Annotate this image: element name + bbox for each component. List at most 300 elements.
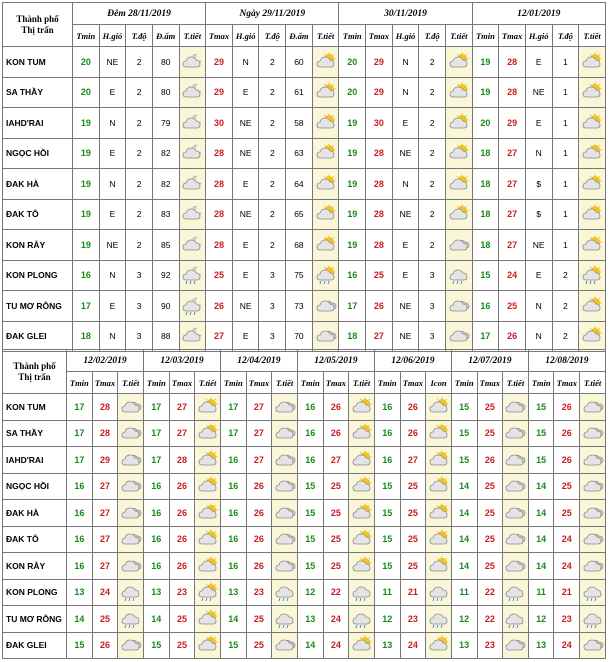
weather-cell bbox=[179, 291, 206, 322]
cell-value: 30 bbox=[366, 108, 393, 139]
cell-value: 27 bbox=[499, 230, 526, 261]
tmin-value: 16 bbox=[220, 473, 246, 500]
tmin-value: 14 bbox=[451, 553, 477, 580]
cell-value: 18 bbox=[472, 138, 499, 169]
cell-value: $ bbox=[525, 199, 552, 230]
tmin-value: 14 bbox=[528, 553, 554, 580]
table-row bbox=[3, 606, 606, 633]
tmin-value: 14 bbox=[297, 632, 323, 659]
rain-icon bbox=[582, 582, 604, 602]
cell-value: 16 bbox=[472, 291, 499, 322]
tmin-value: 15 bbox=[451, 394, 477, 421]
cloudy-icon bbox=[120, 529, 142, 549]
cell-value: 68 bbox=[286, 230, 313, 261]
cell-value: N bbox=[525, 138, 552, 169]
weather-cell bbox=[445, 108, 472, 139]
tmin-value: 17 bbox=[143, 447, 169, 474]
partly-cloudy-night-icon bbox=[181, 204, 203, 224]
tmax-value: 27 bbox=[92, 500, 118, 527]
tmin-value: 13 bbox=[67, 579, 93, 606]
weather-cell bbox=[195, 526, 221, 553]
cell-value: 29 bbox=[366, 77, 393, 108]
cloudy-icon bbox=[582, 529, 604, 549]
cell-value: 17 bbox=[472, 321, 499, 352]
partly-sunny-icon bbox=[428, 423, 450, 443]
cell-value: 20 bbox=[73, 47, 100, 78]
cell-value: 19 bbox=[472, 47, 499, 78]
cloudy-icon bbox=[582, 397, 604, 417]
cell-value: E bbox=[99, 77, 126, 108]
tmax-value: 23 bbox=[246, 579, 272, 606]
city-name: NGỌC HỒI bbox=[3, 473, 67, 500]
tmax-value: 26 bbox=[554, 447, 580, 474]
weather-cell bbox=[118, 632, 144, 659]
city-name: TU MƠ RÔNG bbox=[3, 606, 67, 633]
weather-cell bbox=[426, 606, 452, 633]
column-header: Tmin bbox=[143, 372, 169, 394]
tmax-value: 27 bbox=[169, 394, 195, 421]
tmax-value: 25 bbox=[246, 606, 272, 633]
partly-sunny-icon bbox=[197, 450, 219, 470]
column-header: Icon bbox=[426, 372, 452, 394]
cell-value: 2 bbox=[259, 47, 286, 78]
cloudy-icon bbox=[120, 503, 142, 523]
table-row bbox=[3, 553, 606, 580]
tmin-value: 16 bbox=[220, 526, 246, 553]
cell-value: NE bbox=[232, 138, 259, 169]
cell-value: 19 bbox=[73, 138, 100, 169]
tmin-value: 17 bbox=[67, 420, 93, 447]
partly-sunny-icon bbox=[351, 476, 373, 496]
cell-value: 85 bbox=[152, 230, 179, 261]
tmax-value: 24 bbox=[554, 526, 580, 553]
header-row-columns bbox=[3, 25, 606, 47]
tmax-value: 25 bbox=[92, 606, 118, 633]
cell-value: N bbox=[392, 169, 419, 200]
cell-value: E bbox=[525, 260, 552, 291]
cell-value: 3 bbox=[126, 260, 153, 291]
weather-cell bbox=[312, 138, 339, 169]
cell-value: 19 bbox=[73, 108, 100, 139]
city-name: KON RẪY bbox=[3, 230, 73, 261]
tmax-value: 25 bbox=[477, 500, 503, 527]
tmin-value: 14 bbox=[528, 526, 554, 553]
tmin-value: 16 bbox=[220, 447, 246, 474]
weather-cell bbox=[445, 47, 472, 78]
cloudy-icon bbox=[315, 296, 337, 316]
weather-cell bbox=[312, 199, 339, 230]
cell-value: 2 bbox=[259, 108, 286, 139]
weather-cell bbox=[579, 108, 606, 139]
rain-icon bbox=[582, 609, 604, 629]
cell-value: 1 bbox=[552, 138, 579, 169]
cell-value: 30 bbox=[206, 108, 233, 139]
cell-value: 2 bbox=[259, 77, 286, 108]
weather-cell bbox=[118, 579, 144, 606]
tmax-value: 28 bbox=[92, 394, 118, 421]
column-header: Tmax bbox=[400, 372, 426, 394]
weather-cell bbox=[579, 260, 606, 291]
tmin-value: 15 bbox=[451, 447, 477, 474]
tmin-value: 13 bbox=[297, 606, 323, 633]
weather-cell bbox=[349, 500, 375, 527]
tmin-value: 15 bbox=[374, 553, 400, 580]
cloudy-icon bbox=[274, 529, 296, 549]
cell-value: 20 bbox=[472, 108, 499, 139]
tmin-value: 15 bbox=[297, 500, 323, 527]
tmin-value: 15 bbox=[297, 553, 323, 580]
partly-sunny-icon bbox=[428, 556, 450, 576]
cloudy-icon bbox=[120, 556, 142, 576]
partly-cloudy-night-icon bbox=[181, 174, 203, 194]
weather-cell bbox=[195, 500, 221, 527]
table-row bbox=[3, 500, 606, 527]
table-row bbox=[3, 473, 606, 500]
cell-value: 3 bbox=[259, 321, 286, 352]
partly-sunny-icon bbox=[197, 609, 219, 629]
weather-cell bbox=[179, 77, 206, 108]
cell-value: 3 bbox=[419, 260, 446, 291]
weather-cell bbox=[580, 632, 606, 659]
tmin-value: 15 bbox=[374, 500, 400, 527]
column-header: Tmax bbox=[323, 372, 349, 394]
cell-value: 20 bbox=[339, 47, 366, 78]
date-header: 12/04/2019 bbox=[220, 350, 297, 372]
weather-cell bbox=[349, 473, 375, 500]
weather-cell bbox=[503, 526, 529, 553]
tmax-value: 26 bbox=[169, 553, 195, 580]
tmax-value: 25 bbox=[246, 632, 272, 659]
city-name: ĐAK GLEI bbox=[3, 321, 73, 352]
tmax-value: 25 bbox=[554, 473, 580, 500]
tmin-value: 14 bbox=[528, 500, 554, 527]
weather-cell bbox=[195, 579, 221, 606]
tmax-value: 26 bbox=[554, 420, 580, 447]
partly-sunny-icon bbox=[351, 556, 373, 576]
tmin-value: 17 bbox=[220, 394, 246, 421]
partly-sunny-icon bbox=[197, 476, 219, 496]
cell-value: 92 bbox=[152, 260, 179, 291]
weather-cell bbox=[503, 553, 529, 580]
table-row bbox=[3, 420, 606, 447]
rain-icon bbox=[428, 609, 450, 629]
partly-sunny-icon bbox=[315, 235, 337, 255]
weather-cell bbox=[118, 526, 144, 553]
weather-cell bbox=[426, 526, 452, 553]
column-header: H.gió bbox=[99, 25, 126, 47]
tmax-value: 25 bbox=[169, 632, 195, 659]
tmax-value: 26 bbox=[400, 394, 426, 421]
tmin-value: 16 bbox=[143, 473, 169, 500]
weather-cell bbox=[118, 420, 144, 447]
tmin-value: 14 bbox=[451, 526, 477, 553]
cloudy-icon bbox=[504, 556, 526, 576]
weather-cell bbox=[426, 473, 452, 500]
tmax-value: 24 bbox=[323, 606, 349, 633]
city-name: KON RẪY bbox=[3, 553, 67, 580]
column-header: H.gió bbox=[392, 25, 419, 47]
partly-sunny-icon bbox=[351, 450, 373, 470]
tmax-value: 26 bbox=[400, 420, 426, 447]
weather-cell bbox=[272, 473, 298, 500]
column-header: T.độ bbox=[126, 25, 153, 47]
weather-cell bbox=[503, 632, 529, 659]
weather-cell bbox=[503, 500, 529, 527]
partly-sunny-icon bbox=[448, 113, 470, 133]
weather-cell bbox=[312, 230, 339, 261]
weather-cell bbox=[349, 420, 375, 447]
cell-value: N bbox=[99, 321, 126, 352]
tmax-value: 26 bbox=[323, 394, 349, 421]
rain-icon bbox=[428, 582, 450, 602]
tmax-value: 27 bbox=[92, 553, 118, 580]
tmax-value: 25 bbox=[323, 500, 349, 527]
cell-value: 28 bbox=[366, 230, 393, 261]
tmax-value: 22 bbox=[323, 579, 349, 606]
tmin-value: 16 bbox=[374, 394, 400, 421]
cloudy-icon bbox=[504, 397, 526, 417]
table-row bbox=[3, 138, 606, 169]
cell-value: E bbox=[392, 260, 419, 291]
weather-cell bbox=[579, 169, 606, 200]
weather-cell bbox=[580, 553, 606, 580]
tmin-value: 15 bbox=[297, 526, 323, 553]
tmax-value: 26 bbox=[169, 473, 195, 500]
city-header-line2: Thị trấn bbox=[21, 24, 54, 35]
cloudy-icon bbox=[120, 635, 142, 655]
date-header: 12/05/2019 bbox=[297, 350, 374, 372]
cell-value: 28 bbox=[366, 169, 393, 200]
cloudy-icon bbox=[504, 476, 526, 496]
cell-value: 64 bbox=[286, 169, 313, 200]
weather-cell bbox=[445, 230, 472, 261]
partly-cloudy-night-icon bbox=[181, 326, 203, 346]
cell-value: NE bbox=[232, 291, 259, 322]
partly-sunny-icon bbox=[351, 397, 373, 417]
tmax-value: 26 bbox=[246, 500, 272, 527]
cell-value: 29 bbox=[206, 47, 233, 78]
partly-sunny-icon bbox=[197, 556, 219, 576]
tmax-value: 27 bbox=[92, 526, 118, 553]
cell-value: 27 bbox=[366, 321, 393, 352]
cell-value: 19 bbox=[339, 230, 366, 261]
column-header: H.gió bbox=[232, 25, 259, 47]
cell-value: 60 bbox=[286, 47, 313, 78]
weather-cell bbox=[580, 447, 606, 474]
weather-cell bbox=[272, 394, 298, 421]
column-header: Tmin bbox=[472, 25, 499, 47]
tmax-value: 25 bbox=[400, 526, 426, 553]
city-name: SA THẦY bbox=[3, 77, 73, 108]
partly-sunny-icon bbox=[581, 52, 603, 72]
cell-value: 82 bbox=[152, 169, 179, 200]
weather-cell bbox=[349, 606, 375, 633]
column-header: Đ.ẩm bbox=[286, 25, 313, 47]
weather-cell bbox=[312, 169, 339, 200]
tmax-value: 29 bbox=[92, 447, 118, 474]
partly-cloudy-night-icon bbox=[181, 113, 203, 133]
cell-value: 80 bbox=[152, 47, 179, 78]
tmax-value: 24 bbox=[92, 579, 118, 606]
tmin-value: 15 bbox=[374, 473, 400, 500]
weather-cell bbox=[426, 553, 452, 580]
weather-cell bbox=[349, 579, 375, 606]
cell-value: E bbox=[232, 260, 259, 291]
sun-rain-icon bbox=[315, 265, 337, 285]
tmin-value: 16 bbox=[67, 553, 93, 580]
cell-value: 2 bbox=[126, 108, 153, 139]
weather-cell bbox=[349, 394, 375, 421]
weather-cell bbox=[445, 77, 472, 108]
cell-value: N bbox=[99, 260, 126, 291]
cell-value: 2 bbox=[419, 77, 446, 108]
weather-cell bbox=[503, 473, 529, 500]
cell-value: 29 bbox=[206, 77, 233, 108]
tmax-value: 28 bbox=[92, 420, 118, 447]
table-row bbox=[3, 260, 606, 291]
cell-value: 2 bbox=[126, 230, 153, 261]
partly-sunny-icon bbox=[197, 529, 219, 549]
column-header: T.tiết bbox=[272, 372, 298, 394]
cell-value: 2 bbox=[126, 138, 153, 169]
cell-value: 28 bbox=[499, 77, 526, 108]
cell-value: E bbox=[232, 169, 259, 200]
header-row-columns bbox=[3, 372, 606, 394]
tmax-value: 25 bbox=[323, 526, 349, 553]
city-name: TU MƠ RÔNG bbox=[3, 291, 73, 322]
date-header: 12/07/2019 bbox=[451, 350, 528, 372]
tmax-value: 27 bbox=[92, 473, 118, 500]
cloudy-icon bbox=[120, 423, 142, 443]
weather-cell bbox=[195, 473, 221, 500]
tmin-value: 14 bbox=[451, 500, 477, 527]
city-name: ĐAK GLEI bbox=[3, 632, 67, 659]
date-header: 12/01/2019 bbox=[472, 3, 605, 25]
tmax-value: 23 bbox=[477, 632, 503, 659]
cell-value: 88 bbox=[152, 321, 179, 352]
date-header: Ngày 29/11/2019 bbox=[206, 3, 339, 25]
partly-sunny-icon bbox=[448, 82, 470, 102]
city-header bbox=[3, 350, 67, 394]
tmax-value: 25 bbox=[477, 526, 503, 553]
cell-value: 1 bbox=[552, 169, 579, 200]
cloudy-icon bbox=[448, 296, 470, 316]
tmin-value: 15 bbox=[143, 632, 169, 659]
cloudy-icon bbox=[582, 503, 604, 523]
partly-sunny-icon bbox=[448, 204, 470, 224]
cell-value: 2 bbox=[419, 47, 446, 78]
table-row bbox=[3, 47, 606, 78]
cell-value: 2 bbox=[552, 321, 579, 352]
weather-cell bbox=[503, 579, 529, 606]
cell-value: $ bbox=[525, 169, 552, 200]
tmax-value: 26 bbox=[246, 526, 272, 553]
tmax-value: 23 bbox=[400, 606, 426, 633]
cloudy-icon bbox=[274, 423, 296, 443]
cell-value: 19 bbox=[73, 199, 100, 230]
column-header: Tmin bbox=[220, 372, 246, 394]
forecast-table-daily bbox=[2, 2, 606, 352]
tmin-value: 16 bbox=[143, 553, 169, 580]
cell-value: 1 bbox=[552, 47, 579, 78]
rain-icon bbox=[274, 609, 296, 629]
tmin-value: 16 bbox=[220, 553, 246, 580]
tmax-value: 25 bbox=[400, 473, 426, 500]
rain-icon bbox=[504, 582, 526, 602]
cell-value: E bbox=[392, 108, 419, 139]
table-row bbox=[3, 526, 606, 553]
cell-value: 2 bbox=[259, 169, 286, 200]
weather-cell bbox=[179, 108, 206, 139]
partly-sunny-icon bbox=[197, 397, 219, 417]
tmax-value: 26 bbox=[92, 632, 118, 659]
table-row bbox=[3, 230, 606, 261]
partly-cloudy-night-icon bbox=[181, 235, 203, 255]
column-header: T.độ bbox=[552, 25, 579, 47]
partly-sunny-icon bbox=[315, 52, 337, 72]
column-header: T.độ bbox=[259, 25, 286, 47]
tmin-value: 15 bbox=[220, 632, 246, 659]
city-name: ĐAK HÀ bbox=[3, 169, 73, 200]
column-header: Tmax bbox=[92, 372, 118, 394]
cell-value: 73 bbox=[286, 291, 313, 322]
weather-cell bbox=[118, 553, 144, 580]
cell-value: 19 bbox=[472, 77, 499, 108]
tmin-value: 12 bbox=[374, 606, 400, 633]
tmin-value: 17 bbox=[143, 420, 169, 447]
cell-value: 27 bbox=[206, 321, 233, 352]
cloudy-icon bbox=[120, 397, 142, 417]
weather-cell bbox=[503, 606, 529, 633]
column-header: T.tiết bbox=[445, 25, 472, 47]
column-header: T.tiết bbox=[503, 372, 529, 394]
date-header: 12/03/2019 bbox=[143, 350, 220, 372]
cell-value: 28 bbox=[206, 230, 233, 261]
cloudy-icon bbox=[504, 529, 526, 549]
tmin-value: 17 bbox=[143, 394, 169, 421]
partly-sunny-icon bbox=[581, 174, 603, 194]
cloudy-icon bbox=[274, 503, 296, 523]
weather-cell bbox=[503, 447, 529, 474]
cell-value: 28 bbox=[206, 169, 233, 200]
cell-value: 2 bbox=[126, 199, 153, 230]
column-header: Đ.ẩm bbox=[152, 25, 179, 47]
cell-value: 19 bbox=[339, 199, 366, 230]
weather-cell bbox=[179, 230, 206, 261]
cloudy-icon bbox=[274, 556, 296, 576]
column-header: T.tiết bbox=[579, 25, 606, 47]
tmax-value: 27 bbox=[323, 447, 349, 474]
tmax-value: 27 bbox=[246, 420, 272, 447]
cell-value: 3 bbox=[419, 291, 446, 322]
city-name: KON PLONG bbox=[3, 260, 73, 291]
tmax-value: 25 bbox=[477, 420, 503, 447]
tmax-value: 27 bbox=[246, 447, 272, 474]
cell-value: 1 bbox=[552, 199, 579, 230]
partly-sunny-icon bbox=[428, 635, 450, 655]
city-name: IAHD'RAI bbox=[3, 108, 73, 139]
city-name: NGỌC HỒI bbox=[3, 138, 73, 169]
tmin-value: 16 bbox=[374, 420, 400, 447]
tmin-value: 16 bbox=[67, 526, 93, 553]
tmin-value: 14 bbox=[528, 473, 554, 500]
cell-value: 79 bbox=[152, 108, 179, 139]
partly-sunny-icon bbox=[351, 635, 373, 655]
tmax-value: 23 bbox=[554, 606, 580, 633]
tmin-value: 16 bbox=[143, 526, 169, 553]
column-header: Tmax bbox=[499, 25, 526, 47]
tmax-value: 26 bbox=[169, 526, 195, 553]
